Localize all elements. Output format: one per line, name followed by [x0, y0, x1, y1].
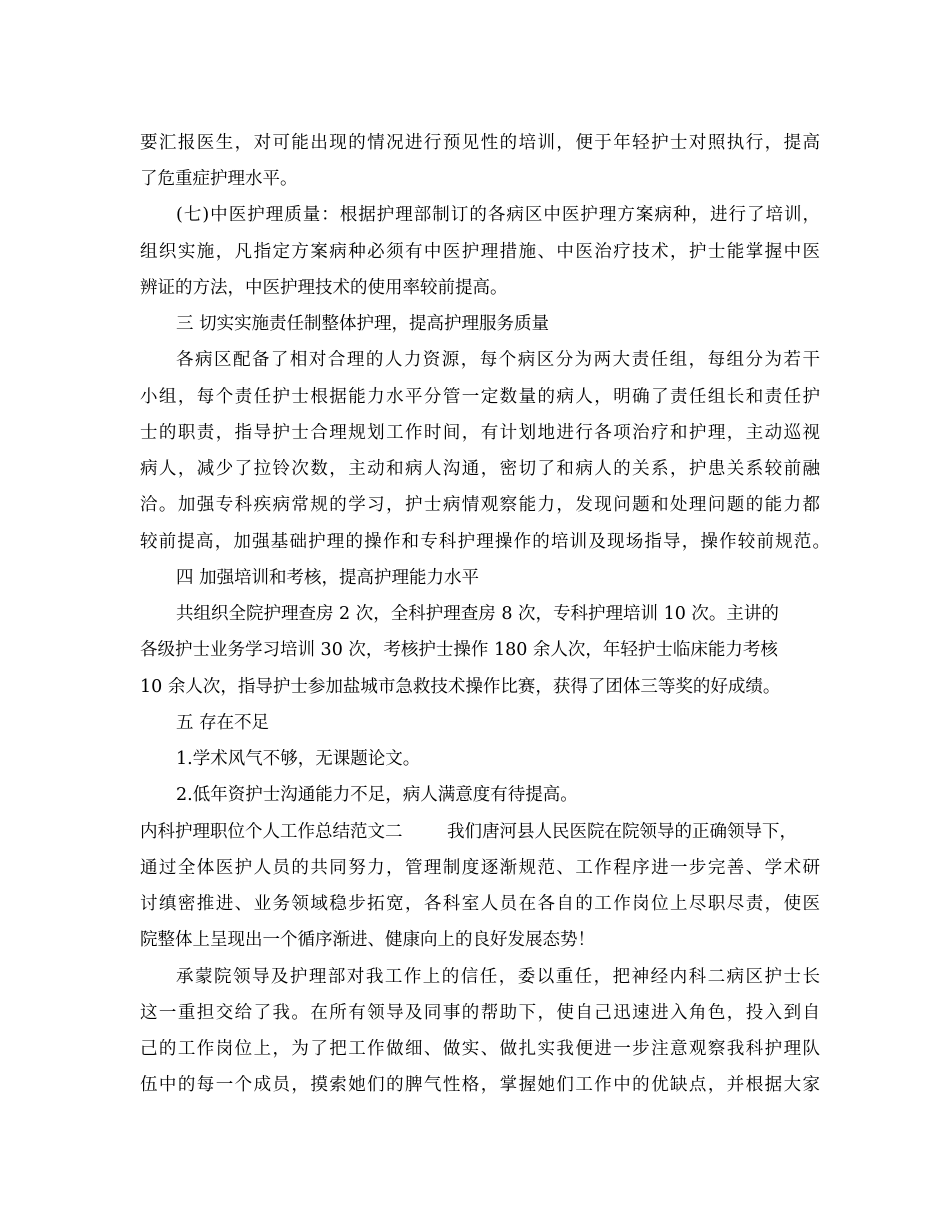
text-line: 10 余人次，指导护士参加盐城市急救技术操作比赛，获得了团体三等奖的好成绩。 [140, 677, 781, 697]
text-line: 士的职责，指导护士合理规划工作时间，有计划地进行各项治疗和护理，主动巡视 [140, 423, 820, 443]
text-line: 辨证的方法，中医护理技术的使用率较前提高。 [140, 278, 508, 298]
text-line: 通过全体医护人员的共同努力，管理制度逐渐规范、工作程序进一步完善、学术研 [140, 858, 820, 878]
text-line: 伍中的每一个成员，摸索她们的脾气性格，掌握她们工作中的优缺点，并根据大家 [140, 1075, 820, 1095]
text-line: 各病区配备了相对合理的人力资源，每个病区分为两大责任组，每组分为若干 [176, 350, 820, 370]
text-line: 要汇报医生，对可能出现的情况进行预见性的培训，便于年轻护士对照执行，提高 [140, 133, 820, 153]
list-item: 1.学术风气不够，无课题论文。 [176, 749, 421, 769]
text-line: 洽。加强专科疾病常规的学习，护士病情观察能力，发现问题和处理问题的能力都 [140, 495, 820, 515]
text-line: 内科护理职位个人工作总结范文二 我们唐河县人民医院在院领导的正确领导下， [140, 822, 797, 842]
section-heading: 五 存在不足 [176, 713, 270, 733]
text-line: 共组织全院护理查房 2 次，全科护理查房 8 次，专科护理培训 10 次。主讲的 [176, 604, 779, 624]
text-line: 承蒙院领导及护理部对我工作上的信任，委以重任，把神经内科二病区护士长 [176, 967, 820, 987]
text-line: (七)中医护理质量：根据护理部制订的各病区中医护理方案病种，进行了培训， [176, 205, 820, 225]
text-line: 这一重担交给了我。在所有领导及同事的帮助下，使自己迅速进入角色，投入到自 [140, 1003, 820, 1023]
section-heading: 三 切实实施责任制整体护理，提高护理服务质量 [176, 314, 550, 334]
text-line: 小组，每个责任护士根据能力水平分管一定数量的病人，明确了责任组长和责任护 [140, 387, 820, 407]
list-item: 2.低年资护士沟通能力不足，病人满意度有待提高。 [176, 785, 578, 805]
text-line: 较前提高，加强基础护理的操作和专科护理操作的培训及现场指导，操作较前规范。 [140, 532, 830, 552]
text-line: 病人，减少了拉铃次数，主动和病人沟通，密切了和病人的关系，护患关系较前融 [140, 459, 820, 479]
text-line: 各级护士业务学习培训 30 次，考核护士操作 180 余人次，年轻护士临床能力考核 [140, 640, 778, 660]
text-line: 院整体上呈现出一个循序渐进、健康向上的良好发展态势！ [140, 930, 595, 950]
section-heading: 四 加强培训和考核，提高护理能力水平 [176, 568, 480, 588]
text-line: 讨缜密推进、业务领域稳步拓宽，各科室人员在各自的工作岗位上尽职尽责，使医 [140, 894, 820, 914]
text-line: 己的工作岗位上，为了把工作做细、做实、做扎实我便进一步注意观察我科护理队 [140, 1039, 820, 1059]
text-line: 组织实施，凡指定方案病种必须有中医护理措施、中医治疗技术，护士能掌握中医 [140, 242, 820, 262]
text-line: 了危重症护理水平。 [140, 169, 298, 189]
